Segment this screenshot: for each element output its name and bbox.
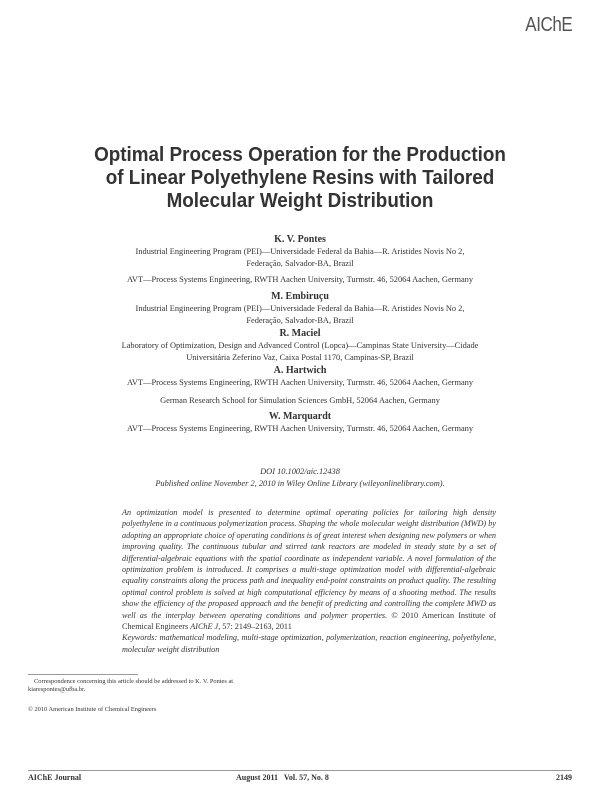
author-name: K. V. Pontes bbox=[274, 234, 326, 245]
author-block bbox=[40, 411, 560, 435]
affiliation-line: AVT—Process Systems Engineering, RWTH Aachen University, Turmstr. 46, 52064 Aachen, Germany bbox=[126, 275, 474, 285]
title-line: Molecular Weight Distribution bbox=[166, 189, 434, 212]
doi-block bbox=[40, 466, 560, 489]
keywords: Keywords: mathematical modeling, multi-stage optimization, polymerization, reaction engineering, polyethylene, molecular weight distribution bbox=[122, 633, 496, 654]
footer-rule bbox=[28, 770, 572, 771]
affiliation-line: Laboratory of Optimization, Design and Advanced Control (Lopca)—Campinas State University—Cidade bbox=[121, 341, 479, 350]
author-name: A. Hartwich bbox=[273, 365, 327, 376]
affiliation-line: Universitária Zeferino Vaz, Caixa Postal 1170, Campinas-SP, Brazil bbox=[186, 352, 414, 362]
footer-journal: AIChE Journal bbox=[28, 773, 82, 782]
affiliation bbox=[40, 274, 560, 286]
journal-abbrev: AIChE J bbox=[190, 622, 219, 632]
author-block bbox=[40, 328, 560, 363]
author-block bbox=[40, 365, 560, 406]
correspondence-note bbox=[28, 678, 233, 695]
title-line: Optimal Process Operation for the Production bbox=[94, 143, 506, 166]
affiliation-line: Federação, Salvador-BA, Brazil bbox=[246, 315, 354, 325]
author-name: M. Embiruçu bbox=[271, 291, 329, 302]
footnote-rule bbox=[28, 674, 138, 675]
affiliation-line: Federação, Salvador-BA, Brazil bbox=[246, 258, 354, 268]
abstract bbox=[122, 507, 496, 655]
affiliation bbox=[40, 423, 560, 435]
affiliation bbox=[40, 303, 560, 326]
abstract-copyright: © 2010 American Institute of Chemical Engineers bbox=[122, 610, 496, 632]
affiliation bbox=[40, 395, 560, 407]
author-block bbox=[40, 291, 560, 326]
page-number: 2149 bbox=[556, 773, 572, 782]
citation: , 57: 2149–2163, 2011 bbox=[218, 622, 292, 632]
footnote-copyright: © 2010 American Institute of Chemical Engineers bbox=[28, 706, 157, 713]
affiliation-line: German Research School for Simulation Sciences GmbH, 52064 Aachen, Germany bbox=[160, 395, 440, 405]
affiliation bbox=[40, 377, 560, 389]
doi: DOI 10.1002/aic.12438 bbox=[260, 467, 340, 476]
correspondence-email[interactable]: kiarespontes@ufba.br. bbox=[28, 686, 86, 694]
correspondence-text: Correspondence concerning this article should be addressed to K. V. Pontes at bbox=[34, 678, 234, 685]
affiliation-line: Industrial Engineering Program (PEI)—Universidade Federal da Bahia—R. Aristides Novis No 2, bbox=[135, 304, 465, 313]
author-block bbox=[40, 234, 560, 286]
aiche-logo: AIChE bbox=[524, 14, 572, 36]
affiliation bbox=[40, 246, 560, 269]
affiliation bbox=[40, 340, 560, 363]
author-name: W. Marquardt bbox=[268, 411, 332, 422]
title-line: of Linear Polyethylene Resins with Tailored bbox=[105, 166, 495, 189]
affiliation-line: AVT—Process Systems Engineering, RWTH Aachen University, Turmstr. 46, 52064 Aachen, Germany bbox=[126, 424, 474, 433]
affiliation-line: Industrial Engineering Program (PEI)—Universidade Federal da Bahia—R. Aristides Novis No 2, bbox=[135, 247, 465, 256]
author-name: R. Maciel bbox=[279, 328, 321, 339]
published-online: Published online November 2, 2010 in Wiley Online Library (wileyonlinelibrary.com). bbox=[155, 478, 445, 488]
footer-issue: August 2011 Vol. 57, No. 8 bbox=[236, 773, 329, 782]
affiliation-line: AVT—Process Systems Engineering, RWTH Aachen University, Turmstr. 46, 52064 Aachen, Germany bbox=[126, 378, 474, 387]
abstract-body: An optimization model is presented to determine optimal operating policies for tailoring high density polyethylene in a continuous polymerization process. Shaping the whole molecular weight distribution (MWD) by adopting an appropriate choice of operating conditions is of great interest when designing new polymers or when improving quality. The continuous tubular and stirred tank reactors are modeled in steady state by a set of differential-algebraic equations with the spatial coordinate as independent variable. A novel formulation of the optimization problem is introduced. It comprises a multi-stage optimization model with differential-algebraic equality constraints along the process path and inequality end-point constraints on product quality. The resulting optimal control problem is solved at high computational efficiency by means of a shooting method. The results show the efficiency of the proposed approach and the benefit of predicting and controlling the complete MWD as well as the interplay between operating conditions and polymer properties. bbox=[122, 508, 496, 620]
paper-title bbox=[61, 143, 539, 212]
